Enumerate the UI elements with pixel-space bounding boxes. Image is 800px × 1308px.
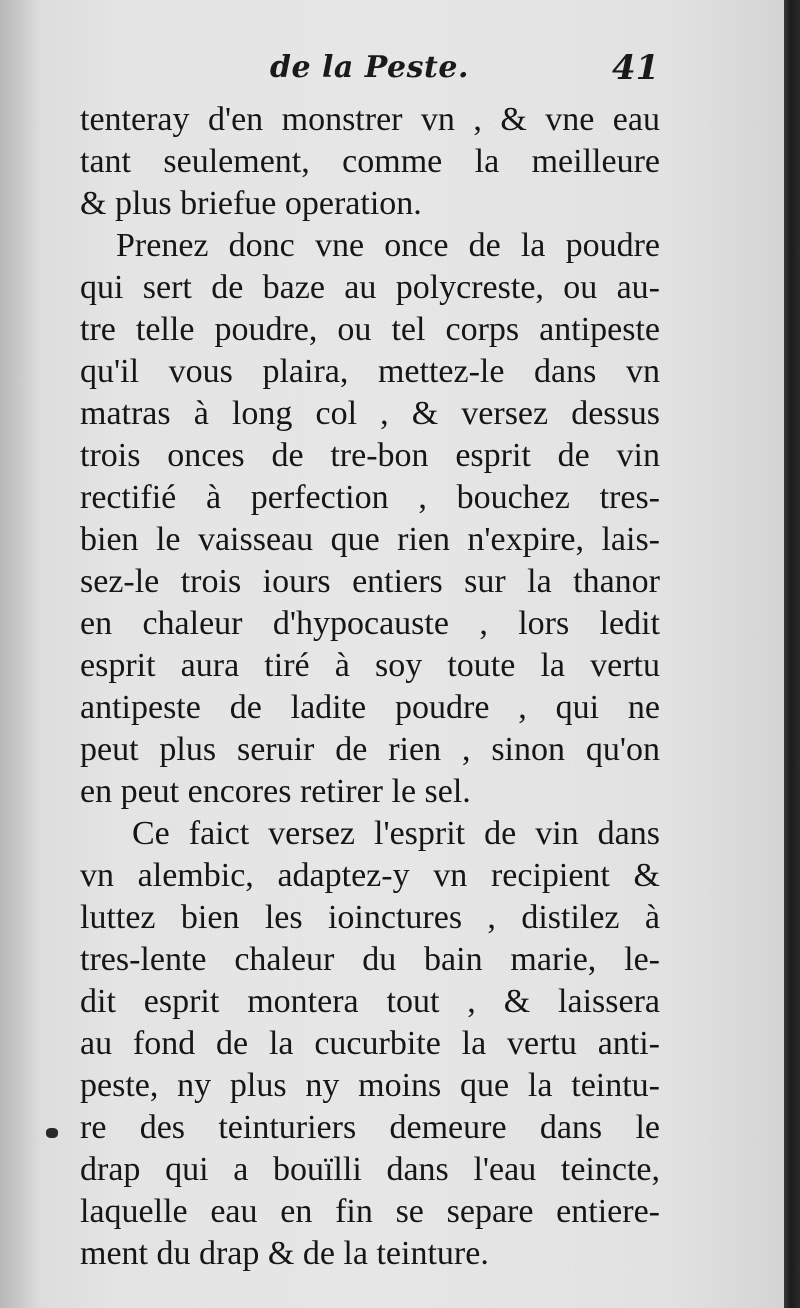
text-line: bien le vaisseau que rien n'expire, lais-	[80, 521, 660, 558]
text-line: en peut encores retirer le sel.	[80, 773, 471, 810]
text-line: luttez bien les ioinctures , distilez à	[80, 899, 660, 936]
running-title: de la Peste.	[270, 50, 469, 85]
page-edge-shadow	[784, 0, 800, 1308]
paragraph-start-line: Prenez donc vne once de la poudre	[116, 227, 660, 264]
paragraph-start-line: Ce faict versez l'esprit de vin dans	[132, 815, 660, 852]
ink-blot	[46, 1128, 58, 1138]
text-line: re des teinturiers demeure dans le	[80, 1109, 660, 1146]
text-line: qu'il vous plaira, mettez-le dans vn	[80, 353, 660, 390]
text-line: tre telle poudre, ou tel corps antipeste	[80, 311, 660, 348]
text-line: tres-lente chaleur du bain marie, le-	[80, 941, 660, 978]
text-line: tenteray d'en monstrer vn , & vne eau	[80, 101, 660, 138]
text-line: peut plus seruir de rien , sinon qu'on	[80, 731, 660, 768]
text-line: vn alembic, adaptez-y vn recipient &	[80, 857, 660, 894]
text-line: esprit aura tiré à soy toute la vertu	[80, 647, 660, 684]
text-line: rectifié à perfection , bouchez tres-	[80, 479, 660, 516]
text-line: au fond de la cucurbite la vertu anti-	[80, 1025, 660, 1062]
text-line: matras à long col , & versez dessus	[80, 395, 660, 432]
page-number: 41	[612, 48, 660, 88]
text-line: drap qui a bouïlli dans l'eau teincte,	[80, 1151, 660, 1188]
text-line: en chaleur d'hypocauste , lors ledit	[80, 605, 660, 642]
text-line: & plus briefue operation.	[80, 185, 422, 222]
text-line: qui sert de baze au polycreste, ou au-	[80, 269, 660, 306]
body-text	[80, 99, 660, 1275]
text-line: dit esprit montera tout , & laissera	[80, 983, 660, 1020]
text-line: trois onces de tre-bon esprit de vin	[80, 437, 660, 474]
text-line: tant seulement, comme la meilleure	[80, 143, 660, 180]
text-line: peste, ny plus ny moins que la teintu-	[80, 1067, 660, 1104]
text-line: laquelle eau en fin se separe entiere-	[80, 1193, 660, 1230]
text-line: ment du drap & de la teinture.	[80, 1235, 489, 1272]
gutter-shadow	[0, 0, 40, 1308]
text-line: antipeste de ladite poudre , qui ne	[80, 689, 660, 726]
text-line: sez-le trois iours entiers sur la thanor	[80, 563, 660, 600]
